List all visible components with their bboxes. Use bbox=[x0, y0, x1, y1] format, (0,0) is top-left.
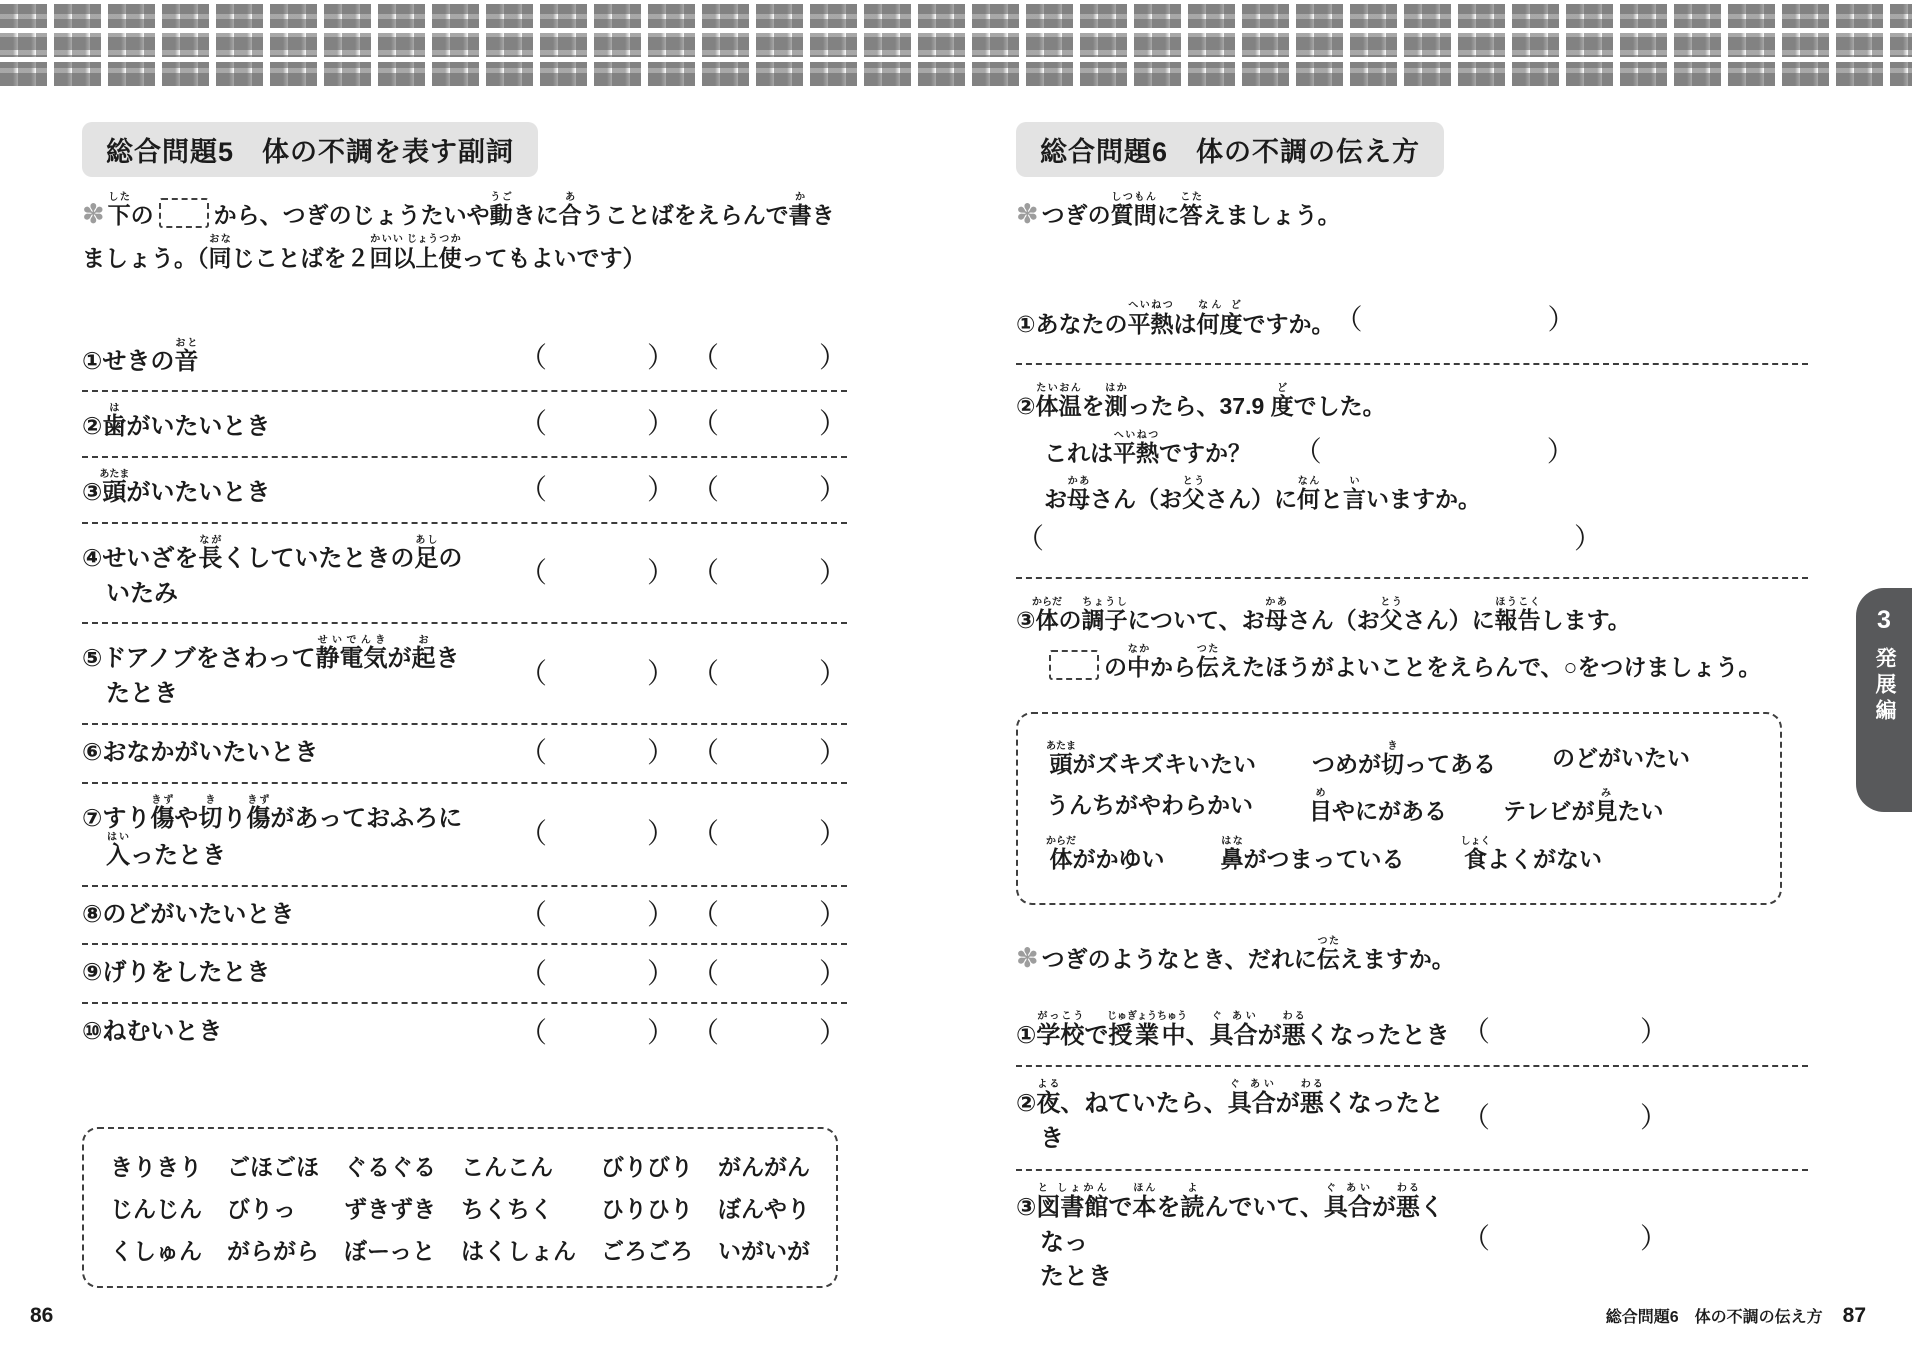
word-bank-word: ぼんやり bbox=[718, 1196, 810, 1223]
dashed-separator bbox=[1016, 363, 1808, 365]
answer-blanks bbox=[519, 410, 847, 438]
question-2-line1: ②体温たいおんを測はかったら、37.9 度どでした。 bbox=[1016, 383, 1386, 420]
paren-close: ） bbox=[646, 737, 675, 769]
paren-close: ） bbox=[818, 657, 847, 689]
paren-open: （ bbox=[518, 957, 547, 989]
right-footer-section: 総合問題6 体の不調の伝え方 bbox=[1605, 1309, 1823, 1326]
paren-close: ） bbox=[818, 818, 847, 850]
symptom-choice-box bbox=[1016, 712, 1782, 906]
paren-open: （ bbox=[1334, 303, 1363, 335]
right-section-title bbox=[1016, 122, 1444, 177]
paren-close: ） bbox=[646, 657, 675, 689]
paren-close: ） bbox=[646, 1016, 675, 1048]
paren-close: ） bbox=[818, 899, 847, 931]
choice-item: 食しょくよくがない bbox=[1460, 835, 1602, 872]
paren-open: （ bbox=[690, 737, 719, 769]
question-3 bbox=[1016, 597, 1808, 686]
paren-open: （ bbox=[518, 408, 547, 440]
question-1-text: ①あなたの平熱へいねつは何度なん どですか。 bbox=[1016, 300, 1335, 338]
question-row-10 bbox=[82, 1004, 847, 1061]
question-3-line1: ③体からだの調子ちょうしについて、お母かあさん（お父とうさん）に報告ほうこくします。 bbox=[1016, 597, 1631, 634]
word-bank-word: がらがら bbox=[227, 1238, 319, 1265]
word-bank-word: ごほごほ bbox=[227, 1154, 319, 1181]
paren-close: ） bbox=[646, 957, 675, 989]
question-label: ⑥おなかがいたいとき bbox=[82, 739, 319, 767]
choice-item: 体からだがかゆい bbox=[1046, 835, 1165, 872]
word-bank-word: くしゅん bbox=[110, 1238, 202, 1265]
right-section-title-text: 総合問題6 体の不調の伝え方 bbox=[1040, 137, 1421, 167]
right-intro-text: つぎの質問しつもんに答こたえましょう。 bbox=[1041, 192, 1341, 228]
paren-open: （ bbox=[518, 1016, 547, 1048]
dashed-separator bbox=[1016, 577, 1808, 579]
left-question-list bbox=[82, 327, 847, 1062]
paren-open: （ bbox=[518, 899, 547, 931]
left-instruction-text: 下したの から、つぎのじょうたいや動うごきに合あうことばをえらんで書かきましょう。（同おなじことばを２回かい以上い じょう使つかってもよいです） bbox=[82, 192, 835, 272]
paren-close: ） bbox=[818, 557, 847, 589]
paren-close: ） bbox=[1546, 435, 1575, 467]
word-bank-word: いがいが bbox=[718, 1238, 810, 1265]
chapter-tab-number: 3 bbox=[1877, 606, 1891, 634]
question-2-line3: お母かあさん（お父とうさん）に何なんと言いいますか。 bbox=[1044, 475, 1481, 512]
paren-open: （ bbox=[690, 899, 719, 931]
question-row-6 bbox=[82, 725, 847, 784]
who-row-3 bbox=[1016, 1171, 1808, 1307]
question-label: ③頭あたまがいたいとき bbox=[82, 469, 271, 507]
right-intro-2-text: つぎのようなとき、だれに伝つたえますか。 bbox=[1041, 936, 1455, 973]
question-label: ⑩ねむいとき bbox=[82, 1018, 223, 1046]
word-bank-word: びりびり bbox=[601, 1154, 693, 1181]
paren-close: ） bbox=[646, 473, 675, 505]
choice-item: 頭あたまがズキズキいたい bbox=[1046, 740, 1257, 777]
right-intro bbox=[1016, 191, 1808, 238]
paren-open: （ bbox=[690, 557, 719, 589]
choice-row bbox=[1046, 741, 1752, 782]
paren-open: （ bbox=[1461, 1223, 1490, 1255]
answer-blanks bbox=[519, 559, 847, 587]
left-page-number: 86 bbox=[30, 1304, 54, 1327]
question-label: ⑧のどがいたいとき bbox=[82, 900, 295, 928]
choice-row bbox=[1046, 788, 1752, 829]
paren-close: ） bbox=[818, 957, 847, 989]
who-label: ②夜よる、ねていたら、具合ぐ あいが悪わるくなったとき bbox=[1016, 1079, 1444, 1153]
who-label: ③図書館と しょかんで本ほんを読よんでいて、具合ぐ あいが悪わるくなっ たとき bbox=[1016, 1182, 1444, 1291]
question-row-2 bbox=[82, 392, 847, 458]
question-2-line2-text: これは平熱へいねつですか？ bbox=[1044, 429, 1251, 466]
word-bank-word: ひりひり bbox=[601, 1196, 693, 1223]
right-intro-2 bbox=[1016, 935, 1808, 982]
choice-item: テレビが見みたい bbox=[1503, 788, 1664, 825]
question-label: ④せいざを長ながくしていたときの足あしの いたみ bbox=[82, 534, 463, 607]
paren-close: ） bbox=[1639, 1015, 1668, 1047]
right-footer bbox=[1606, 1304, 1866, 1328]
left-section-title bbox=[82, 122, 538, 177]
paren-open: （ bbox=[690, 408, 719, 440]
paren-open: （ bbox=[518, 818, 547, 850]
question-3-line2: の中なかから伝つたえたほうがよいことをえらんで、○をつけましょう。 bbox=[1016, 644, 1808, 686]
paren-close: ） bbox=[1574, 523, 1603, 554]
word-bank-word: きりきり bbox=[110, 1154, 202, 1181]
question-label: ①せきの音おと bbox=[82, 337, 199, 375]
question-2-line2 bbox=[1016, 430, 1808, 472]
choice-item: うんちがやわらかい bbox=[1046, 792, 1253, 819]
paren-open: （ bbox=[690, 818, 719, 850]
choice-item: 目めやにがある bbox=[1309, 788, 1447, 825]
question-2-answer-line bbox=[1016, 522, 1808, 559]
paren-open: （ bbox=[1016, 523, 1045, 554]
word-bank-word: ごろごろ bbox=[601, 1238, 693, 1265]
answer-blanks bbox=[518, 957, 847, 989]
paren-open: （ bbox=[690, 957, 719, 989]
chapter-tab-label: 発展編 bbox=[1873, 647, 1896, 725]
paren-close: ） bbox=[1639, 1223, 1668, 1255]
question-label: ⑨げりをしたとき bbox=[82, 959, 271, 987]
question-row-4 bbox=[82, 524, 847, 625]
question-1 bbox=[1016, 300, 1808, 339]
question-row-1 bbox=[82, 327, 847, 393]
who-row-1 bbox=[1016, 999, 1808, 1068]
left-page bbox=[82, 122, 847, 1288]
answer-blanks bbox=[519, 820, 847, 848]
who-row-2 bbox=[1016, 1067, 1808, 1171]
question-row-7 bbox=[82, 784, 847, 887]
question-label: ②歯はがいたいとき bbox=[82, 403, 271, 441]
left-instruction bbox=[82, 191, 847, 279]
question-row-8 bbox=[82, 887, 847, 946]
paren-open: （ bbox=[518, 737, 547, 769]
answer-blanks bbox=[519, 739, 847, 767]
paren-close: ） bbox=[646, 557, 675, 589]
paren-open: （ bbox=[1461, 1015, 1490, 1047]
paren-close: ） bbox=[646, 342, 675, 374]
word-bank-word: ちくちく bbox=[461, 1196, 553, 1223]
answer-blank bbox=[1461, 1015, 1668, 1047]
paren-close: ） bbox=[1639, 1102, 1668, 1134]
paren-open: （ bbox=[1293, 435, 1322, 467]
chapter-tab bbox=[1856, 588, 1912, 812]
word-bank-word: はくしょん bbox=[461, 1238, 576, 1265]
word-bank-word: こんこん bbox=[461, 1154, 553, 1181]
choice-item: つめが切きってある bbox=[1312, 740, 1497, 777]
word-bank-word: ずきずき bbox=[344, 1196, 436, 1223]
word-bank-word: じんじん bbox=[110, 1196, 202, 1223]
paren-open: （ bbox=[518, 557, 547, 589]
flower-icon: ✽ bbox=[1016, 943, 1039, 974]
word-bank-word: がんがん bbox=[718, 1154, 810, 1181]
question-row-9 bbox=[82, 945, 847, 1004]
flower-icon: ✽ bbox=[1016, 199, 1039, 229]
question-label: ⑤ドアノブをさわって静電気せいでんきが起おき たとき bbox=[82, 635, 460, 708]
paren-close: ） bbox=[818, 473, 847, 505]
answer-blanks bbox=[518, 1016, 847, 1048]
paren-close: ） bbox=[818, 737, 847, 769]
paren-open: （ bbox=[518, 342, 547, 374]
word-bank-word: ぐるぐる bbox=[344, 1154, 436, 1181]
question-2 bbox=[1016, 383, 1808, 559]
question-row-5 bbox=[82, 624, 847, 725]
paren-close: ） bbox=[818, 408, 847, 440]
answer-blanks bbox=[518, 473, 847, 505]
paren-open: （ bbox=[518, 657, 547, 689]
answer-blanks bbox=[519, 344, 847, 372]
paren-open: （ bbox=[690, 1016, 719, 1048]
choice-row bbox=[1046, 836, 1752, 877]
answer-blank bbox=[1462, 1104, 1668, 1132]
paren-close: ） bbox=[818, 342, 847, 374]
choice-item: のどがいたい bbox=[1552, 744, 1691, 771]
paren-open: （ bbox=[690, 342, 719, 374]
word-bank-word: ぼーっと bbox=[344, 1238, 436, 1265]
left-section-title-text: 総合問題5 体の不調を表す副詞 bbox=[106, 137, 515, 167]
answer-blank bbox=[1462, 1225, 1668, 1253]
who-question-list bbox=[1016, 999, 1808, 1308]
paren-close: ） bbox=[646, 408, 675, 440]
paren-close: ） bbox=[1547, 303, 1576, 335]
who-label: ①学校がっこうで授業中じゅぎょうちゅう、具合ぐ あいが悪わるくなったとき bbox=[1016, 1010, 1450, 1049]
right-page bbox=[1016, 122, 1808, 1307]
word-bank-box bbox=[82, 1127, 838, 1288]
paren-open: （ bbox=[690, 657, 719, 689]
choice-item: 鼻はながつまっている bbox=[1220, 835, 1405, 872]
word-bank-grid bbox=[110, 1149, 810, 1266]
paren-open: （ bbox=[690, 473, 719, 505]
word-bank-word: びりっ bbox=[227, 1196, 296, 1223]
question-row-3 bbox=[82, 458, 847, 524]
right-page-number: 87 bbox=[1842, 1304, 1866, 1327]
paren-open: （ bbox=[1461, 1102, 1490, 1134]
paren-close: ） bbox=[646, 899, 675, 931]
question-label: ⑦すり傷きずや切きり傷きずがあっておふろに 入はいったとき bbox=[82, 794, 463, 869]
answer-blanks bbox=[519, 901, 847, 929]
paren-open: （ bbox=[518, 473, 547, 505]
answer-blanks bbox=[518, 657, 847, 689]
paren-close: ） bbox=[818, 1016, 847, 1048]
decorative-plaid-band bbox=[0, 0, 1912, 86]
flower-icon: ✽ bbox=[82, 199, 105, 229]
paren-close: ） bbox=[646, 818, 675, 850]
